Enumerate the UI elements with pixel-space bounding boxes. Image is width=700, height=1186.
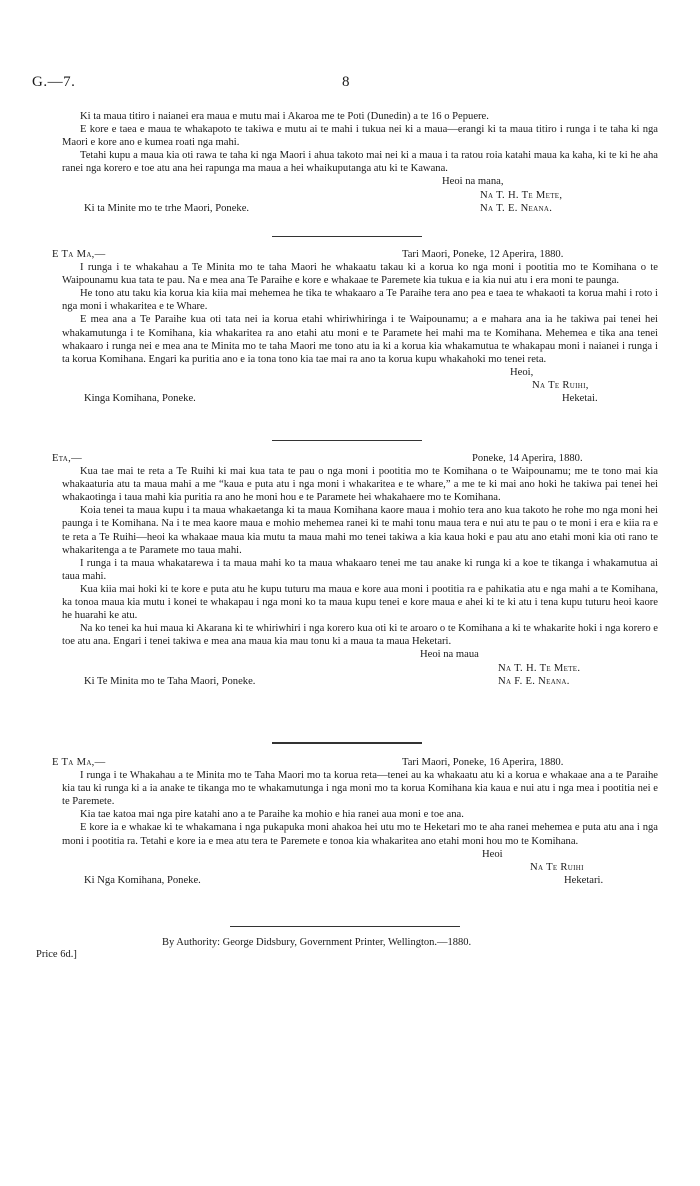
paragraph: Tetahi kupu a maua kia oti rawa te taha ki nga Maori i ahua takoto mai nei ki a maua i ta ratou roia katahi maua ka kaha, ki te ki he aha ranei nga korero e toe atu ana hei rapunga ma maua a hei whaikuputanga atu ki te Kawana. [62,150,658,175]
paragraph: E kore e taea e maua te whakapoto te takiwa e mutu ai te mahi i tukua nei ki a maua—erangi ki ta maua titiro i runga i te taha ki nga Maori e kore ano e kumea roati nga mahi. [62,124,658,149]
divider [272,440,422,441]
signer-title: Heketari. [564,874,604,886]
addressee: Ki Te Minita mo te Taha Maori, Poneke. [84,675,256,687]
paragraph: Na ko tenei ka hui maua ki Akarana ki te whiriwhiri i nga korero kua oti ki te aroaro o te Komihana a ki te whakarite hoki i nga korero e toe atu ana. Engari i tenei takiwa e mea ana maua kia mau tonu ki a maua ta maua Heketari. [62,623,658,648]
addressee: Ki ta Minite mo te trhe Maori, Poneke. [84,202,250,214]
signature: Na T. E. Neana. [480,202,553,214]
closing: Heoi, [510,366,534,378]
place-date: Poneke, 14 Aperira, 1880. [472,453,583,464]
paragraph: I runga i ta maua whakatarewa i ta maua mahi ko ta maua whakaaro tenei me tau anake ki runga ki a koe te tikanga i whakamutua ai taua mahi. [62,557,658,582]
paragraph: He tono atu taku kia korua kia kiia mai mehemea he tika te whakaaro a Te Paraihe tera ano pea e taea te whakaoti ta korua mahi i roto i nga moni i whakaritea e te Whare. [62,288,658,313]
document-reference: G.—7. [32,74,76,90]
salutation: E Ta Ma,— [52,249,106,260]
paragraph: Kia tae katoa mai nga pire katahi ano a te Paraihe ka mohio e hia ranei aua moni e toe ana. [80,809,464,821]
paragraph: I runga i te whakahau a Te Minita mo te taha Maori he whakaatu takau ki a korua ko nga moni i pootitia mo te Komihana o te Waipounamu kua tata te pau. Na e mea ana Te Paraihe e kore e whakaae te Paremete kia tukua e ia kia nui atu i era moni te paunga. [62,262,658,287]
paragraph: Ki ta maua titiro i naianei era maua e mutu mai i Akaroa me te Poti (Dunedin) a te 16 o Pepuere. [80,111,489,122]
signer-title: Heketai. [562,393,598,405]
signature: Na T. H. Te Mete, [480,189,563,201]
signature: Na Te Ruihi, [532,379,589,391]
signature: Na Te Ruihi [530,861,584,873]
closing: Heoi [482,848,503,860]
letter-4 [52,756,658,887]
salutation: Eta,— [52,453,82,464]
divider [272,742,422,744]
closing: Heoi na maua [420,649,479,661]
divider [272,236,422,237]
place-date: Tari Maori, Poneke, 16 Aperira, 1880. [402,757,564,768]
letter-2 [52,248,658,405]
divider [230,926,460,927]
closing: Heoi na mana, [442,176,504,188]
salutation: E Ta Ma,— [52,757,106,768]
price-note: Price 6d.] [36,949,77,960]
signature: Na T. H. Te Mete. [498,662,581,674]
paragraph: E mea ana a Te Paraihe kua oti tata nei ia korua etahi whiriwhiringa i te Waipounamu; a e mahara ana ia he takiwa pai tenei hei whakamutunga i te Komihana, kia whakaritea ra ano etahi atu moni e te Paramete hei mahi ma te Komihana. Mehemea e tika ana tenei whakaaro i runga nei e mea ana te Minita mo te taha Maori me tono atu ia ki a korua kia whakamutua te whakapau moni i naianei i runga i ta korua Komihana. Engari ka puritia ano e ia tona tono kia tae mai ra ano ta korua kupu whakahoki mo tenei reta. [62,314,658,365]
signature: Na F. E. Neana. [498,675,570,687]
addressee: Kinga Komihana, Poneke. [84,393,196,405]
paragraph: E kore ia e whakae ki te whakamana i nga pukapuka moni ahakoa hei utu mo te Heketari mo te aha ranei mehemea e puta atu ana i nga moni i pootitia ra. Tetahi e kore ia e mea atu tera te Paremete e tonoa kia whakaritea ano etahi moni hou mo te Komihana. [62,822,658,847]
letter-1 [62,110,658,215]
page-number: 8 [342,74,350,90]
place-date: Tari Maori, Poneke, 12 Aperira, 1880. [402,249,564,260]
paragraph: Kua kiia mai hoki ki te kore e puta atu he kupu tuturu ma maua e kore aua moni i pootitia ra e pahikatia atu e nga mahi a te Komihana, ka tonoa maua kia mutu i konei te whakapau i nga moni ko ta maua kupu tenei e kore maua e ahei ki te ki atu i tena kupu tuturu heoi kaore he huarahi ke atu. [62,583,658,622]
paragraph: Kua tae mai te reta a Te Ruihi ki mai kua tata te pau o nga moni i pootitia mo te Komihana o te Waipounamu; me te tono mai kia whakaaturia atu ta maua mahi a me “kaua e puta atu i nga moni i whakaritea e te whare,” a me te ki mai ano hoki he takiwa pai tenei hei whakaotinga i taua mahi kia puritia ra ano he moni hou e te Paramete hei whakahaere mo te Komihana. [62,466,658,504]
paragraph: I runga i te Whakahau a te Minita mo te Taha Maori mo ta korua reta—tenei au ka whakaatu atu ki a korua e whakaae ana a te Paraihe kia tau ki runga ki a ia anake te tikanga mo te whakamutunga i nga moni mo ta korua Komihana kia kaua e nui atu i nga mea i pootitia nei e te Paremete. [62,770,658,808]
printer-imprint: By Authority: George Didsbury, Government Printer, Wellington.—1880. [162,937,472,948]
addressee: Ki Nga Komihana, Poneke. [84,874,201,886]
paragraph: Koia tenei ta maua kupu i ta maua whakaetanga ki ta maua Komihana kaore maua i mohio tera ano kua takoto he rohe mo nga moni hei paunga i te Komihana. Na i te mea kaore maua e mohio mehemea ranei ki te mahi tonu maua tera e nui atu te pau o te moni i era e kiia ra e te reta a Te Ruihi—heoi ka whakaae maua kia mutu ta maua mahi mo tenei takiwa a kia kaua hoki e pau atu ano etahi moni kia oti rano te whakaritenga a te Paramete mo taua mahi. [62,505,658,556]
letter-3 [52,452,658,688]
